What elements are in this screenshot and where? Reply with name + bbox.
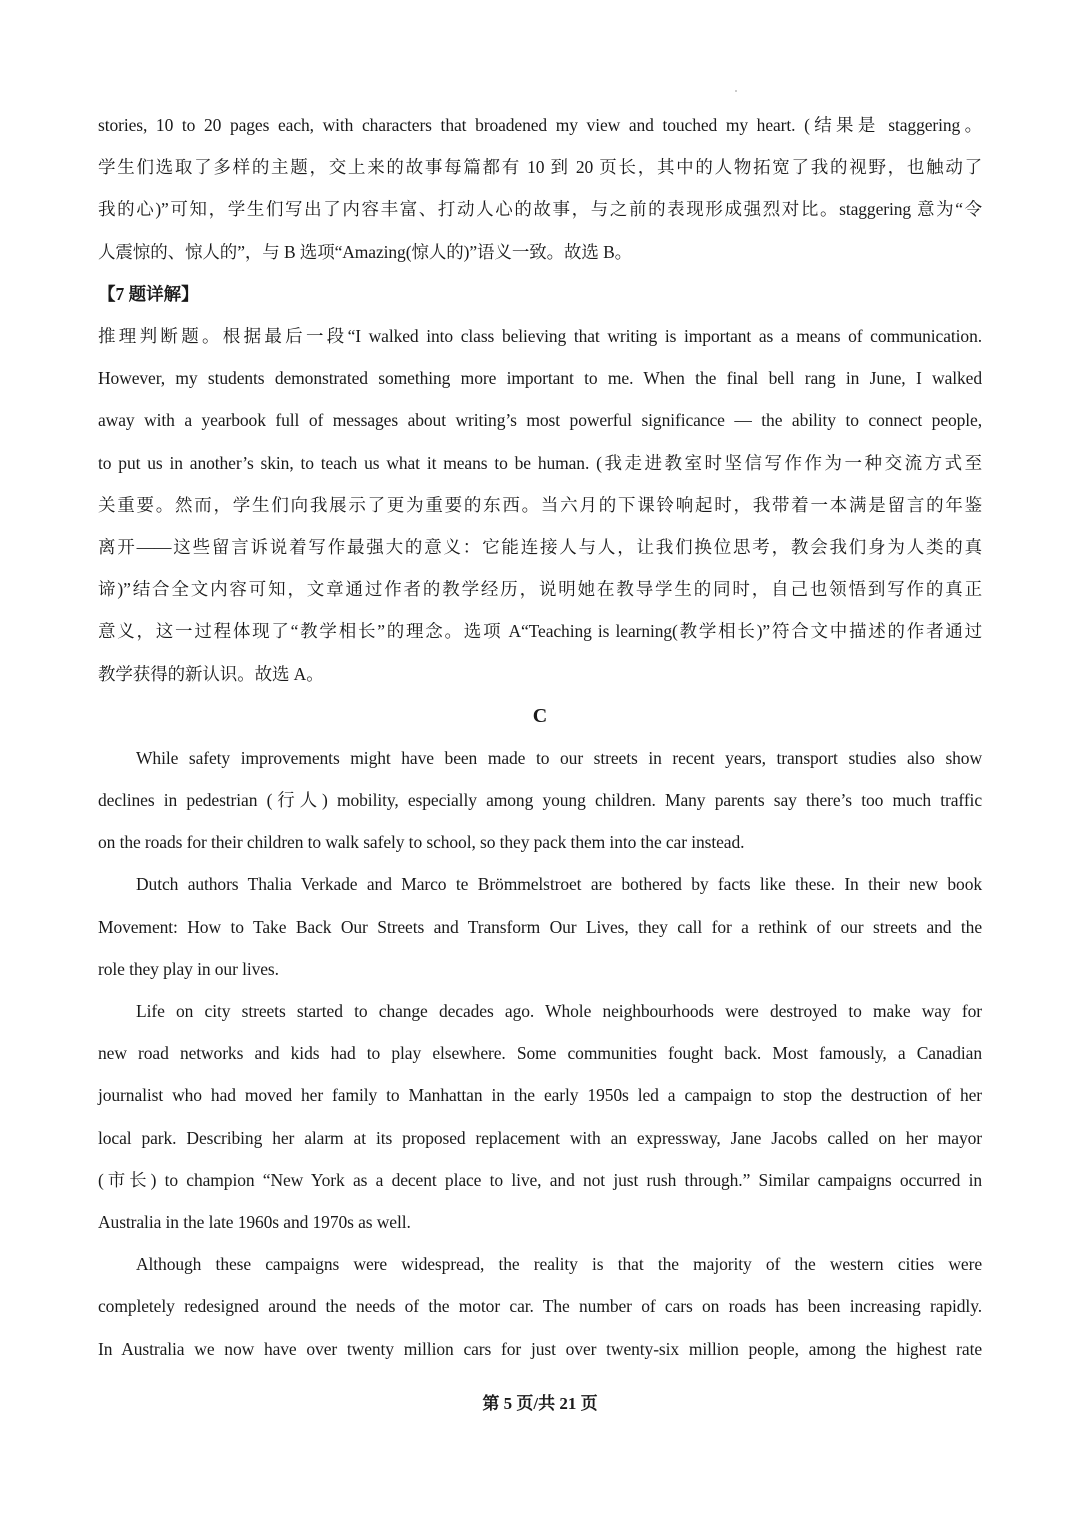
text-line: 我的心)”可知，学生们写出了内容丰富、打动人心的故事，与之前的表现形成强烈对比。staggering 意为“令 <box>98 199 982 220</box>
page-number: 第 5 页/共 21 页 <box>482 1394 598 1413</box>
passage-c-paragraph-4 <box>98 1243 982 1370</box>
text-line: new road networks and kids had to play elsewhere. Some communities fought back. Most famously, a Canadian <box>98 1043 982 1064</box>
text-line: Australia in the late 1960s and 1970s as well. <box>98 1212 411 1233</box>
text-line: away with a yearbook full of messages about writing’s most powerful significance — the ability to connect people, <box>98 410 982 431</box>
q7-heading: 【7 题详解】 <box>98 283 199 304</box>
text-line: Although these campaigns were widespread, the reality is that the majority of the western cities were <box>136 1254 982 1275</box>
q7-explanation <box>98 273 982 695</box>
text-line: 推理判断题。根据最后一段“I walked into class believing that writing is important as a means of communication. <box>98 326 982 347</box>
text-line: While safety improvements might have been made to our streets in recent years, transport studies also show <box>136 747 982 768</box>
text-line: to put us in another’s skin, to teach us what it means to be human. (我走进教室时坚信写作作为一种交流方式至 <box>98 452 982 473</box>
passage-c-paragraph-2 <box>98 863 982 990</box>
text-line: journalist who had moved her family to Manhattan in the early 1950s led a campaign to stop the destruction of her <box>98 1085 982 1106</box>
passage-c-paragraph-1 <box>98 737 982 864</box>
text-line: Dutch authors Thalia Verkade and Marco te Brömmelstroet are bothered by facts like these. In their new book <box>136 874 982 895</box>
text-line: on the roads for their children to walk safely to school, so they pack them into the car instead. <box>98 832 745 853</box>
text-line: 人震惊的、惊人的”，与 B 选项“Amazing(惊人的)”语义一致。故选 B。 <box>98 241 633 262</box>
text-line: declines in pedestrian (行人) mobility, especially among young children. Many parents say there’s too much traffic <box>98 790 982 811</box>
q6-explanation-continuation <box>98 104 982 273</box>
scan-speck <box>735 90 737 92</box>
text-line: role they play in our lives. <box>98 958 279 979</box>
text-line: 学生们选取了多样的主题，交上来的故事每篇都有 10 到 20 页长，其中的人物拓宽了我的视野，也触动了 <box>98 157 982 178</box>
text-line: 离开——这些留言诉说着写作最强大的意义：它能连接人与人，让我们换位思考，教会我们身为人类的真 <box>98 537 982 558</box>
text-line: local park. Describing her alarm at its proposed replacement with an expressway, Jane Jacobs called on her mayor <box>98 1127 982 1148</box>
text-line: 教学获得的新认识。故选 A。 <box>98 663 324 684</box>
document-page <box>98 104 982 1370</box>
text-line: (市长) to champion “New York as a decent place to live, and not just rush through.” Similar campaigns occurred in <box>98 1169 982 1190</box>
text-line: 关重要。然而，学生们向我展示了更为重要的东西。当六月的下课铃响起时，我带着一本满是留言的年鉴 <box>98 494 982 515</box>
text-line: 意义，这一过程体现了“教学相长”的理念。选项 A“Teaching is learning(教学相长)”符合文中描述的作者通过 <box>98 621 982 642</box>
passage-c-title: C <box>532 704 548 727</box>
text-line: completely redesigned around the needs of the motor car. The number of cars on roads has been increasing rapidly. <box>98 1296 982 1317</box>
passage-c-paragraph-3 <box>98 990 982 1243</box>
text-line: Movement: How to Take Back Our Streets and Transform Our Lives, they call for a rethink of our streets and the <box>98 916 982 937</box>
text-line: In Australia we now have over twenty million cars for just over twenty-six million people, among the highest rate <box>98 1338 982 1359</box>
text-line: 谛)”结合全文内容可知，文章通过作者的教学经历，说明她在教导学生的同时，自己也领悟到写作的真正 <box>98 579 982 600</box>
text-line: Life on city streets started to change decades ago. Whole neighbourhoods were destroyed to make way for <box>136 1001 982 1022</box>
text-line: stories, 10 to 20 pages each, with characters that broadened my view and touched my heart. (结果是 staggering。 <box>98 115 982 135</box>
text-line: However, my students demonstrated something more important to me. When the final bell rang in June, I walked <box>98 368 982 389</box>
